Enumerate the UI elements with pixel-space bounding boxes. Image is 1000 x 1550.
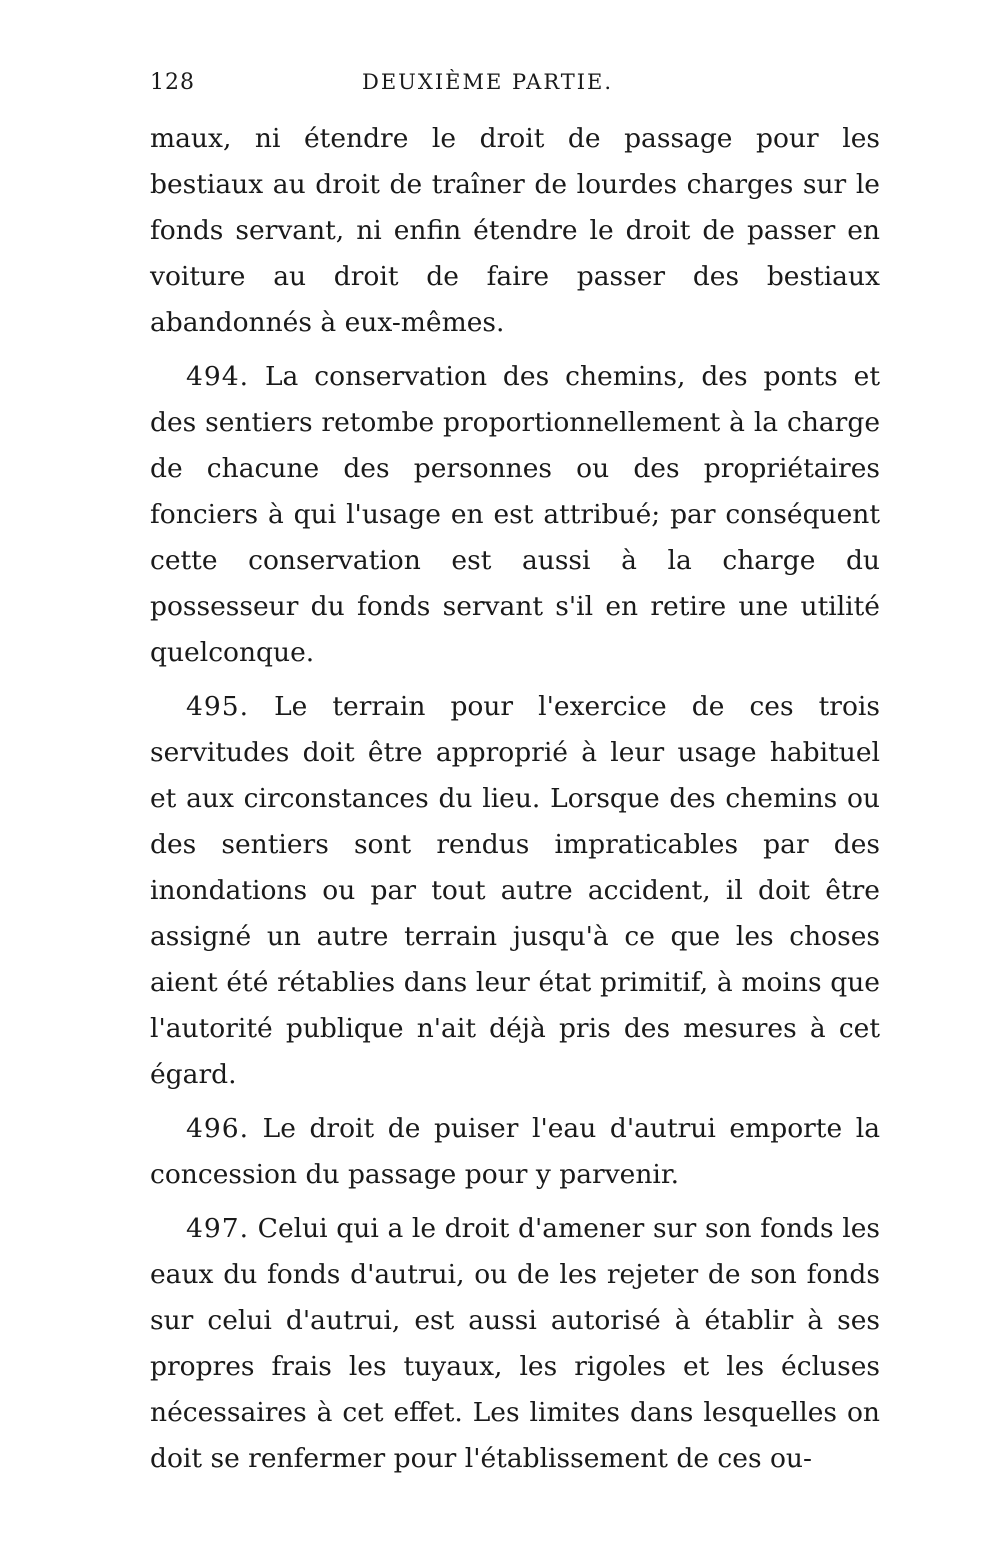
- book-page: [150, 70, 880, 1490]
- running-head: [150, 70, 880, 116]
- paragraph-text: Celui qui a le droit d'amener sur son fonds les eaux du fonds d'autrui, ou de les rejeter de son fonds sur celui d'autrui, est aussi autorisé à établir à ses propres frais les tuyaux, les rigoles et les écluses nécessaires à cet effet. Les limites dans lesquelles on doit se renfermer pour l'établissement de ces ou-: [150, 1213, 880, 1474]
- paragraph-text: La conservation des chemins, des ponts et des sentiers retombe proportionnellement à la charge de chacune des personnes ou des propriétaires fonciers à qui l'usage en est attribué; par conséquent cette conservation est aussi à la charge du possesseur du fonds servant s'il en retire une utilité quelconque.: [150, 361, 880, 668]
- paragraph-497: [150, 1206, 880, 1482]
- paragraph-495: [150, 684, 880, 1098]
- paragraph-number: 494.: [186, 361, 250, 392]
- paragraph-number: 495.: [186, 691, 250, 722]
- paragraph-text: Le droit de puiser l'eau d'autrui emporte la concession du passage pour y parvenir.: [150, 1113, 880, 1190]
- body-text: [150, 116, 880, 1482]
- running-title: DEUXIÈME PARTIE.: [362, 70, 614, 94]
- paragraph-text: Le terrain pour l'exercice de ces trois servitudes doit être approprié à leur usage habituel et aux circonstances du lieu. Lorsque des chemins ou des sentiers sont rendus impraticables par des inondations ou par tout autre accident, il doit être assigné un autre terrain jusqu'à ce que les choses aient été rétablies dans leur état primitif, à moins que l'autorité publique n'ait déjà pris des mesures à cet égard.: [150, 691, 880, 1090]
- paragraph-number: 496.: [186, 1113, 250, 1144]
- paragraph-text: maux, ni étendre le droit de passage pour les bestiaux au droit de traîner de lourdes charges sur le fonds servant, ni enfin étendre le droit de passer en voiture au droit de faire passer des bestiaux abandonnés à eux-mêmes.: [150, 123, 880, 338]
- paragraph-number: 497.: [186, 1213, 250, 1244]
- page-number: 128: [150, 70, 195, 95]
- paragraph-continuation: [150, 116, 880, 346]
- paragraph-494: [150, 354, 880, 676]
- paragraph-496: [150, 1106, 880, 1198]
